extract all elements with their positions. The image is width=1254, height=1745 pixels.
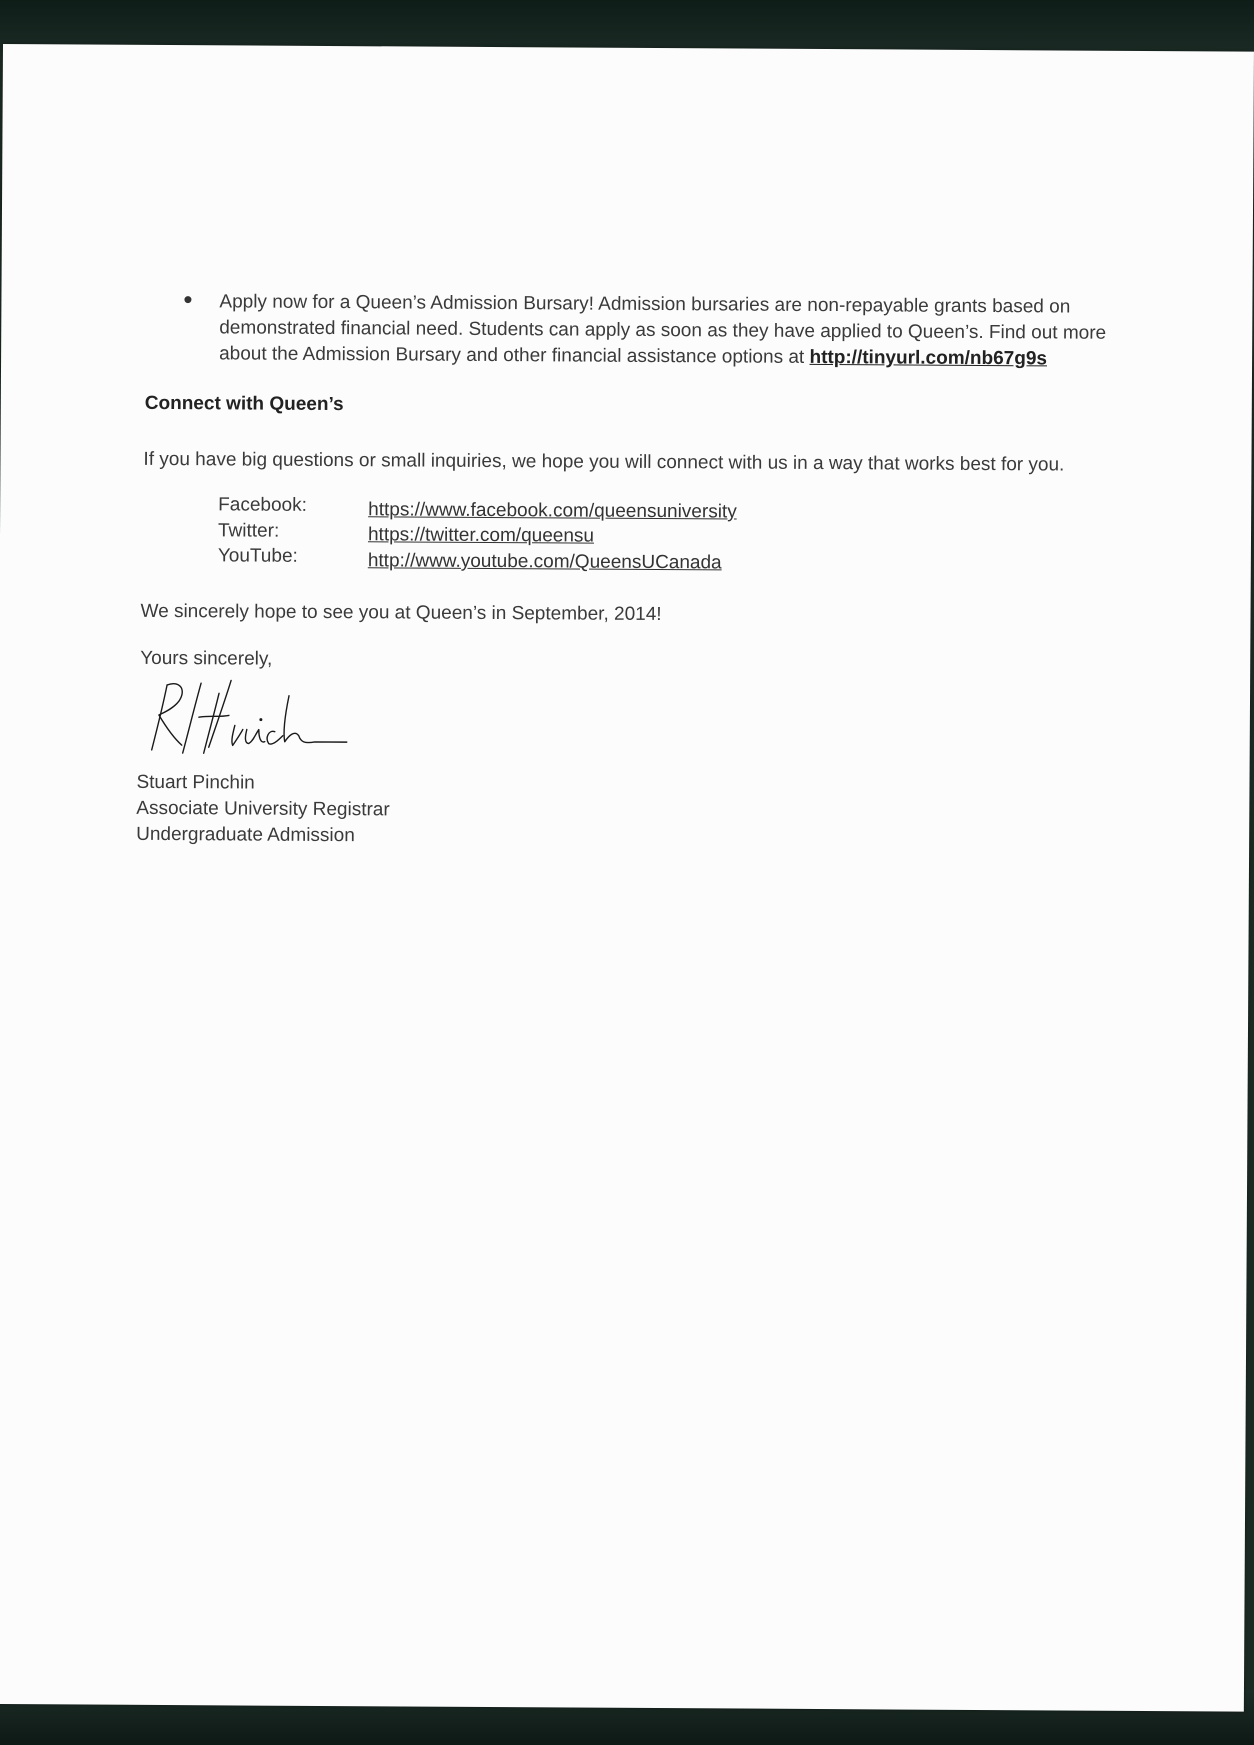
letter-page [0,44,1254,1712]
facebook-label: Facebook: [218,494,307,516]
salutation: Yours sincerely, [140,647,273,670]
signatory-department: Undergraduate Admission [136,823,355,847]
bursary-text: Apply now for a Queen’s Admission Bursary! Admission bursaries are non-repayable grants based on demonstrated financial need. Students can apply as soon as they have applied to Queen’s. Find out more about the Admission Bursary and other financial assistance options at [219,291,1107,368]
youtube-link[interactable]: http://www.youtube.com/QueensUCanada [367,550,722,574]
bursary-paragraph [219,289,1139,373]
connect-heading: Connect with Queen’s [144,392,344,416]
twitter-label: Twitter: [217,520,280,542]
signatory-name: Stuart Pinchin [136,771,255,794]
signatory-title: Associate University Registrar [136,797,390,821]
connect-intro: If you have big questions or small inquiries, we hope you will connect with us in a way that works best for you. [143,448,1065,476]
signature-image [149,675,350,761]
youtube-label: YouTube: [217,545,298,567]
closing-hope: We sincerely hope to see you at Queen’s in September, 2014! [140,600,662,626]
twitter-link[interactable]: https://twitter.com/queensu [367,524,595,547]
bullet-icon [184,296,191,303]
facebook-link[interactable]: https://www.facebook.com/queensuniversity [368,499,737,523]
bursary-link[interactable]: http://tinyurl.com/nb67g9s [809,346,1048,370]
